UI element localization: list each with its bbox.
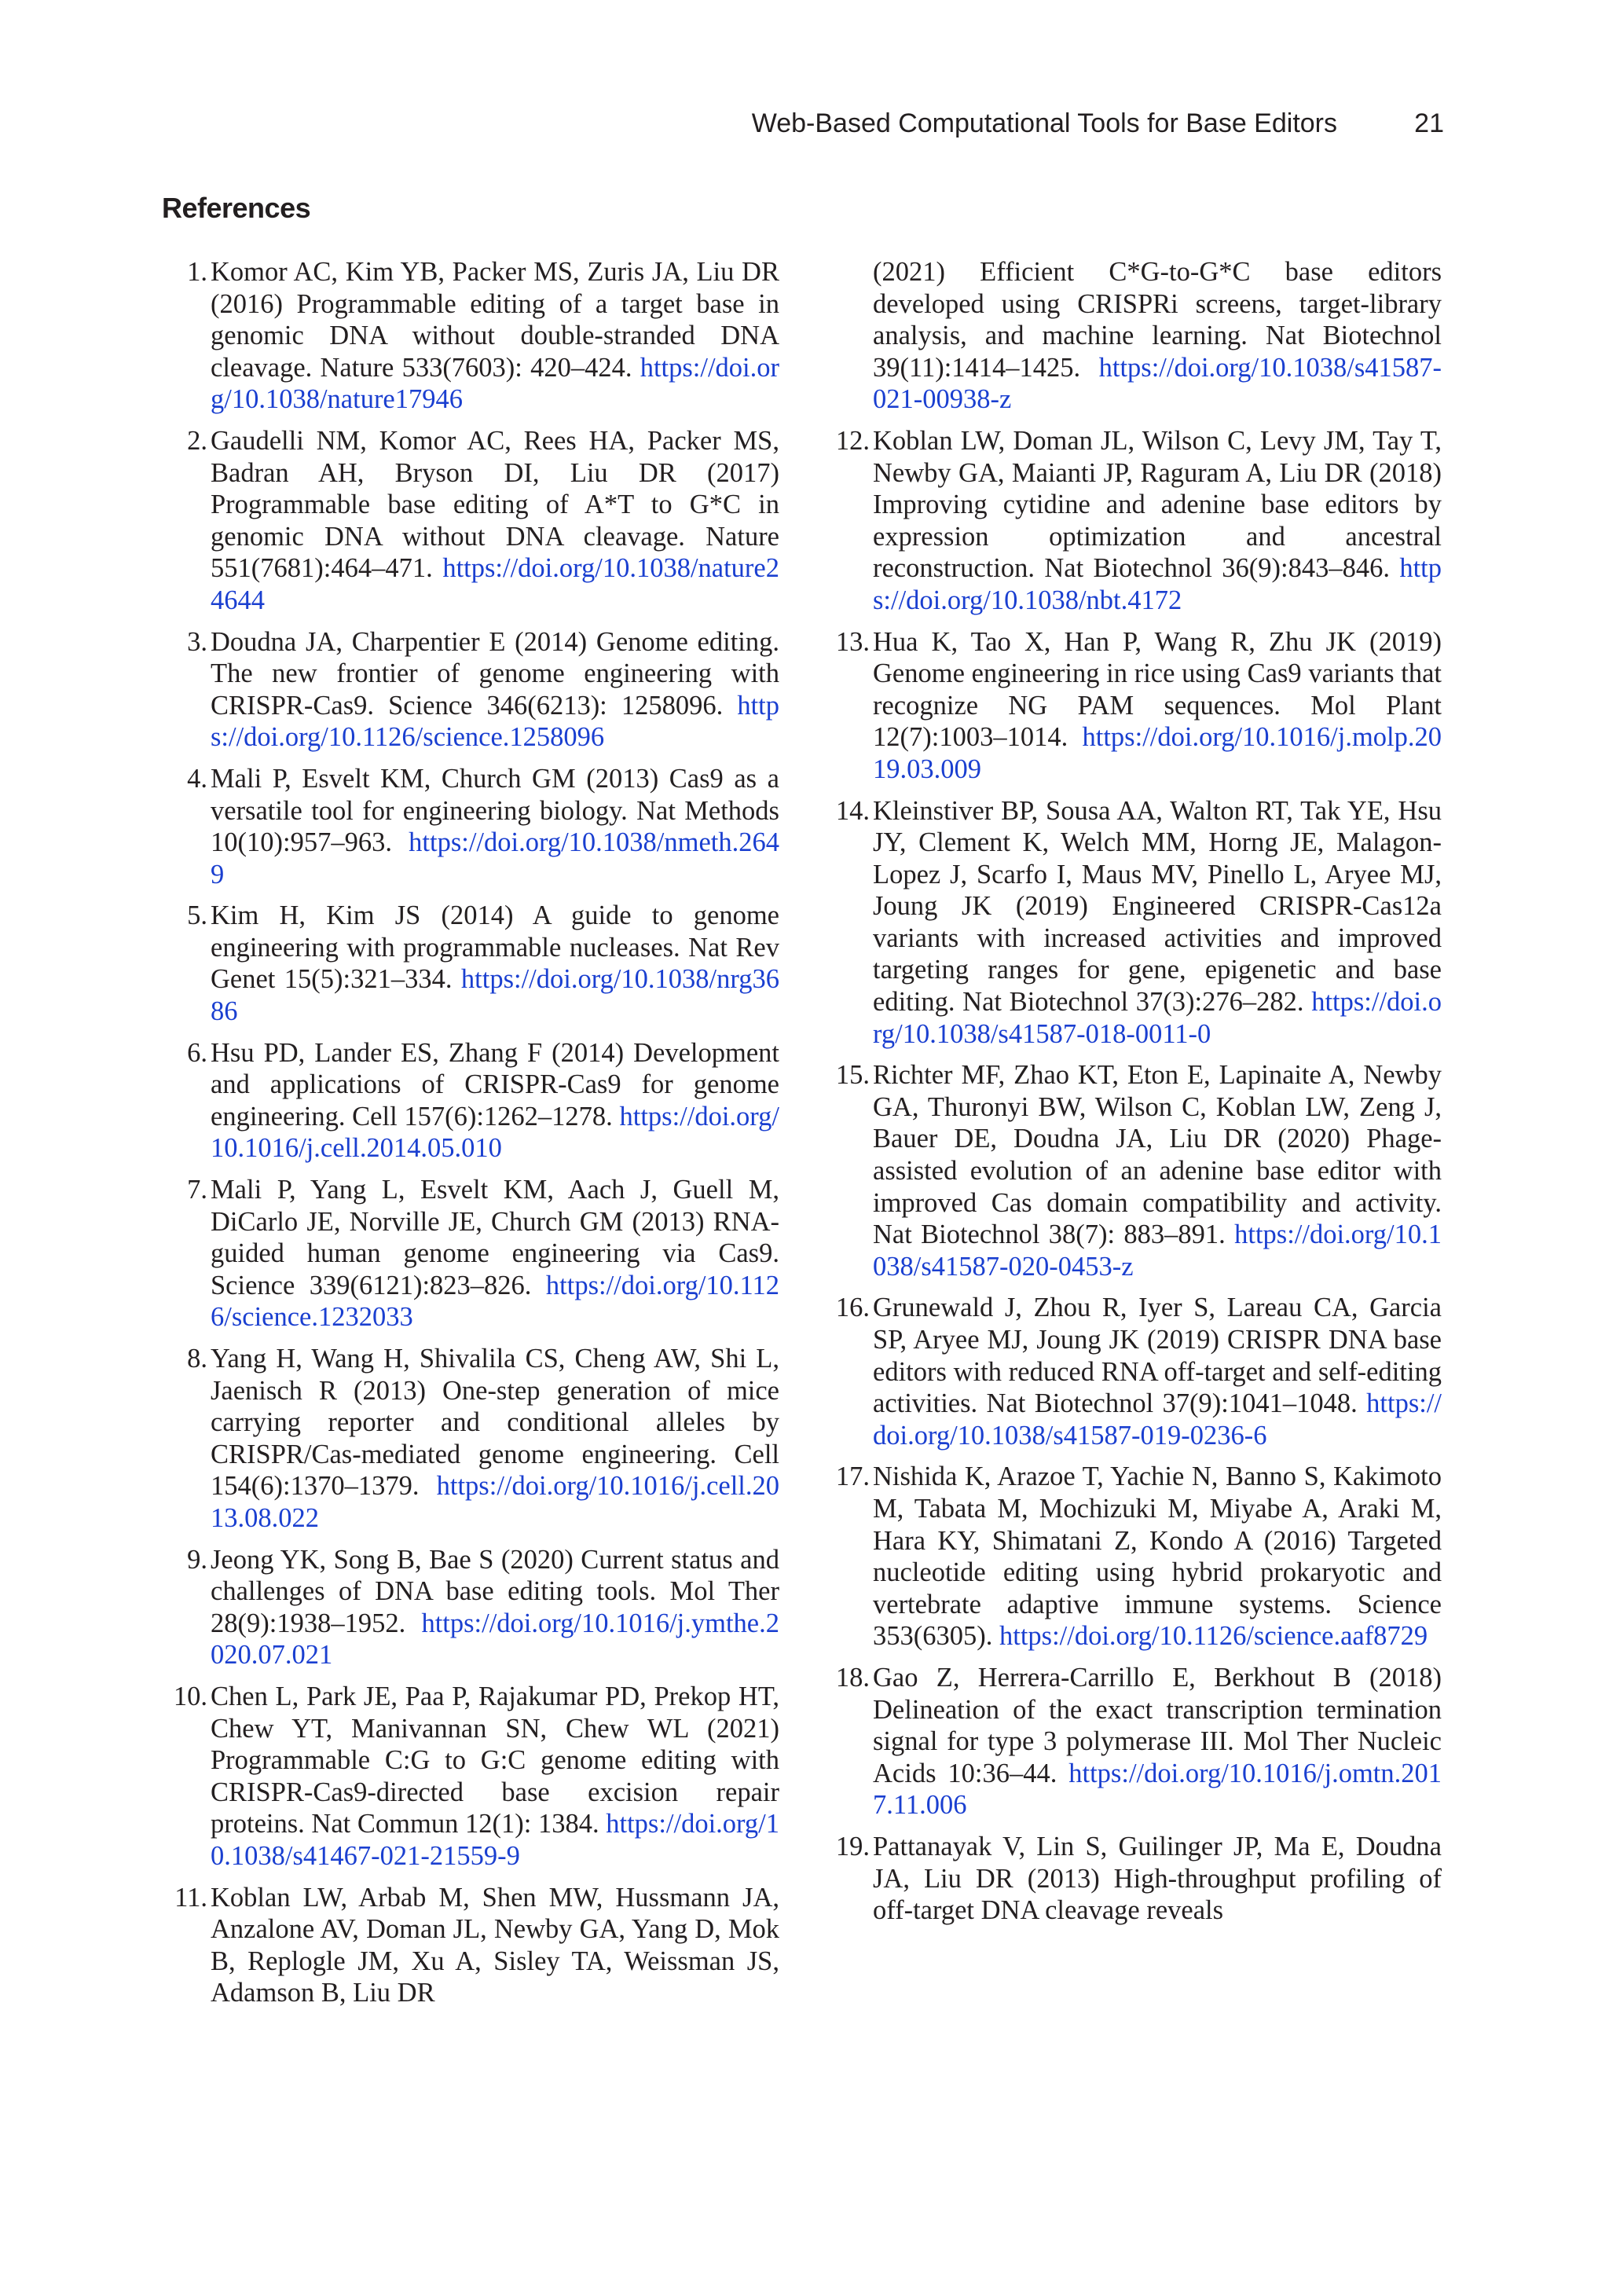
reference-number: 19. <box>835 1831 870 1861</box>
reference-text: Richter MF, Zhao KT, Eton E, Lapinaite A, Newby GA, Thuronyi BW, Wilson C, Koblan LW, Zeng J, Bauer DE, Doudna JA, Liu DR (2020) Phage-assisted evolution of an adenine base editor with improved Cas domain compatibility and activity. Nat Biotechnol 38(7): 883–891. <box>873 1060 1442 1250</box>
reference-entry <box>167 1882 779 2009</box>
doi-link[interactable]: https://doi.org/10.1038/nbt.4172 <box>873 553 1442 615</box>
reference-entry <box>167 256 779 416</box>
reference-text: Jeong YK, Song B, Bae S (2020) Current status and challenges of DNA base editing tools. Mol Ther 28(9):1938–1952. <box>211 1544 779 1638</box>
reference-number: 1. <box>187 257 207 287</box>
reference-text: Mali P, Esvelt KM, Church GM (2013) Cas9 as a versatile tool for engineering biology. Nat Methods 10(10):957–963. <box>211 763 779 858</box>
references-column-right <box>829 256 1442 1936</box>
doi-link[interactable]: https://doi.org/10.1038/nature17946 <box>211 352 780 415</box>
reference-number: 14. <box>835 795 870 826</box>
reference-entry <box>167 626 779 754</box>
doi-link[interactable]: https://doi.org/10.1016/j.cell.2013.08.022 <box>211 1471 779 1533</box>
reference-number: 16. <box>835 1293 870 1323</box>
doi-link[interactable]: https://doi.org/10.1016/j.ymthe.2020.07.021 <box>211 1608 779 1671</box>
reference-text: (2021) Efficient C*G-to-G*C base editors developed using CRISPRi screens, target-library analysis, and machine learning. Nat Biotechnol 39(11):1414–1425. <box>873 257 1442 383</box>
reference-entry <box>167 1343 779 1535</box>
reference-entry <box>829 1831 1442 1927</box>
doi-link[interactable]: https://doi.org/10.1038/s41587-019-0236-6 <box>873 1388 1442 1451</box>
reference-text: Mali P, Yang L, Esvelt KM, Aach J, Guell M, DiCarlo JE, Norville JE, Church GM (2013) RNA-guided human genome engineering via Cas9. Science 339(6121):823–826. <box>211 1175 779 1300</box>
doi-link[interactable]: https://doi.org/10.1038/nmeth.2649 <box>211 827 779 889</box>
doi-link[interactable]: https://doi.org/10.1038/s41467-021-21559-9 <box>211 1809 779 1871</box>
doi-link[interactable]: https://doi.org/10.1038/nature24644 <box>211 553 779 615</box>
doi-link[interactable]: https://doi.org/10.1038/nrg3686 <box>211 964 779 1027</box>
doi-link[interactable]: https://doi.org/10.1038/s41587-021-00938-z <box>873 352 1442 415</box>
reference-text: Koblan LW, Arbab M, Shen MW, Hussmann JA, Anzalone AV, Doman JL, Newby GA, Yang D, Mok B, Replogle JM, Xu A, Sisley TA, Weissman JS, Adamson B, Liu DR <box>211 1882 779 2008</box>
reference-text: Doudna JA, Charpentier E (2014) Genome editing. The new frontier of genome engineering with CRISPR-Cas9. Science 346(6213): 1258096. <box>211 626 779 721</box>
doi-link[interactable]: https://doi.org/10.1016/j.cell.2014.05.010 <box>211 1101 780 1164</box>
reference-entry <box>829 1461 1442 1652</box>
reference-entry <box>829 425 1442 617</box>
reference-entry <box>167 763 779 890</box>
reference-entry <box>829 1059 1442 1282</box>
reference-entry <box>167 1544 779 1671</box>
reference-entry <box>829 626 1442 786</box>
reference-number: 3. <box>187 626 207 657</box>
reference-entry <box>829 256 1442 416</box>
reference-text: Koblan LW, Doman JL, Wilson C, Levy JM, Tay T, Newby GA, Maianti JP, Raguram A, Liu DR (2018) Improving cytidine and adenine base editors by expression optimization and ancestral reconstruction. Nat Biotechnol 36(9):843–846. <box>873 425 1442 584</box>
doi-link[interactable]: https://doi.org/10.1126/science.1258096 <box>211 690 779 753</box>
reference-entry <box>829 795 1442 1051</box>
reference-text: Gao Z, Herrera-Carrillo E, Berkhout B (2018) Delineation of the exact transcription termination signal for type 3 polymerase III. Mol Ther Nucleic Acids 10:36–44. <box>873 1662 1442 1788</box>
reference-number: 15. <box>835 1060 870 1091</box>
reference-number: 18. <box>835 1662 870 1693</box>
doi-link[interactable]: https://doi.org/10.1038/s41587-020-0453-z <box>873 1220 1442 1282</box>
reference-number: 12. <box>835 425 870 456</box>
reference-text: Grunewald J, Zhou R, Iyer S, Lareau CA, Garcia SP, Aryee MJ, Joung JK (2019) CRISPR DNA base editors with reduced RNA off-target and self-editing activities. Nat Biotechnol 37(9):1041–1048. <box>873 1293 1442 1419</box>
doi-link[interactable]: https://doi.org/10.1126/science.aaf8729 <box>999 1621 1428 1652</box>
reference-entry <box>167 1037 779 1165</box>
reference-entry <box>829 1292 1442 1451</box>
reference-number: 8. <box>187 1344 207 1374</box>
reference-number: 9. <box>187 1544 207 1575</box>
section-heading: References <box>162 192 311 224</box>
page-number: 21 <box>1414 108 1444 138</box>
reference-number: 13. <box>835 626 870 657</box>
reference-number: 4. <box>187 763 207 794</box>
doi-link[interactable]: https://doi.org/10.1126/science.1232033 <box>211 1270 780 1333</box>
doi-link[interactable]: https://doi.org/10.1016/j.molp.2019.03.009 <box>873 722 1442 784</box>
reference-text: Hua K, Tao X, Han P, Wang R, Zhu JK (2019) Genome engineering in rice using Cas9 variants that recognize NG PAM sequences. Mol Plant 12(7):1003–1014. <box>873 626 1442 753</box>
reference-text: Hsu PD, Lander ES, Zhang F (2014) Development and applications of CRISPR-Cas9 for genome engineering. Cell 157(6):1262–1278. <box>211 1037 779 1131</box>
reference-number: 10. <box>173 1681 207 1711</box>
reference-entry <box>167 425 779 617</box>
reference-number: 7. <box>187 1175 207 1205</box>
reference-text: Gaudelli NM, Komor AC, Rees HA, Packer MS, Badran AH, Bryson DI, Liu DR (2017) Programmable base editing of A*T to G*C in genomic DNA without DNA cleavage. Nature 551(7681):464–471. <box>211 425 779 584</box>
reference-text: Pattanayak V, Lin S, Guilinger JP, Ma E, Doudna JA, Liu DR (2013) High-throughput profiling of off-target DNA cleavage reveals <box>873 1831 1442 1926</box>
running-head-title: Web-Based Computational Tools for Base Editors <box>751 108 1337 138</box>
reference-entry <box>167 1174 779 1333</box>
references-column-left <box>167 256 779 2019</box>
reference-text: Komor AC, Kim YB, Packer MS, Zuris JA, Liu DR (2016) Programmable editing of a target base in genomic DNA without double-stranded DNA cleavage. Nature 533(7603): 420–424. <box>211 257 779 383</box>
doi-link[interactable]: https://doi.org/10.1038/s41587-018-0011-0 <box>873 987 1442 1049</box>
reference-text: Yang H, Wang H, Shivalila CS, Cheng AW, Shi L, Jaenisch R (2013) One-step generation of mice carrying reporter and conditional alleles by CRISPR/Cas-mediated genome engineering. Cell 154(6):1370–1379. <box>211 1344 779 1502</box>
reference-number: 2. <box>187 425 207 456</box>
reference-text: Kim H, Kim JS (2014) A guide to genome engineering with programmable nucleases. Nat Rev Genet 15(5):321–334. <box>211 900 779 995</box>
reference-number: 5. <box>187 900 207 931</box>
reference-number: 11. <box>174 1882 207 1913</box>
reference-number: 6. <box>187 1037 207 1068</box>
reference-entry <box>167 900 779 1027</box>
reference-number: 17. <box>835 1462 870 1492</box>
reference-text: Nishida K, Arazoe T, Yachie N, Banno S, Kakimoto M, Tabata M, Mochizuki M, Miyabe A, Araki M, Hara KY, Shimatani Z, Kondo A (2016) Targeted nucleotide editing using hybrid prokaryotic and vertebrate adaptive immune systems. Science 353(6305). <box>873 1462 1442 1652</box>
doi-link[interactable]: https://doi.org/10.1016/j.omtn.2017.11.006 <box>873 1758 1442 1821</box>
reference-entry <box>167 1681 779 1872</box>
reference-entry <box>829 1662 1442 1821</box>
reference-text: Chen L, Park JE, Paa P, Rajakumar PD, Prekop HT, Chew YT, Manivannan SN, Chew WL (2021) Programmable C:G to G:C genome editing with CRISPR-Cas9-directed base excision repair proteins. Nat Commun 12(1): 1384. <box>211 1681 779 1839</box>
reference-text: Kleinstiver BP, Sousa AA, Walton RT, Tak YE, Hsu JY, Clement K, Welch MM, Horng JE, Malagon-Lopez J, Scarfo I, Maus MV, Pinello L, Aryee MJ, Joung JK (2019) Engineered CRISPR-Cas12a variants with increased activities and improved targeting ranges for gene, epigenetic and base editing. Nat Biotechnol 37(3):276–282. <box>873 795 1442 1018</box>
